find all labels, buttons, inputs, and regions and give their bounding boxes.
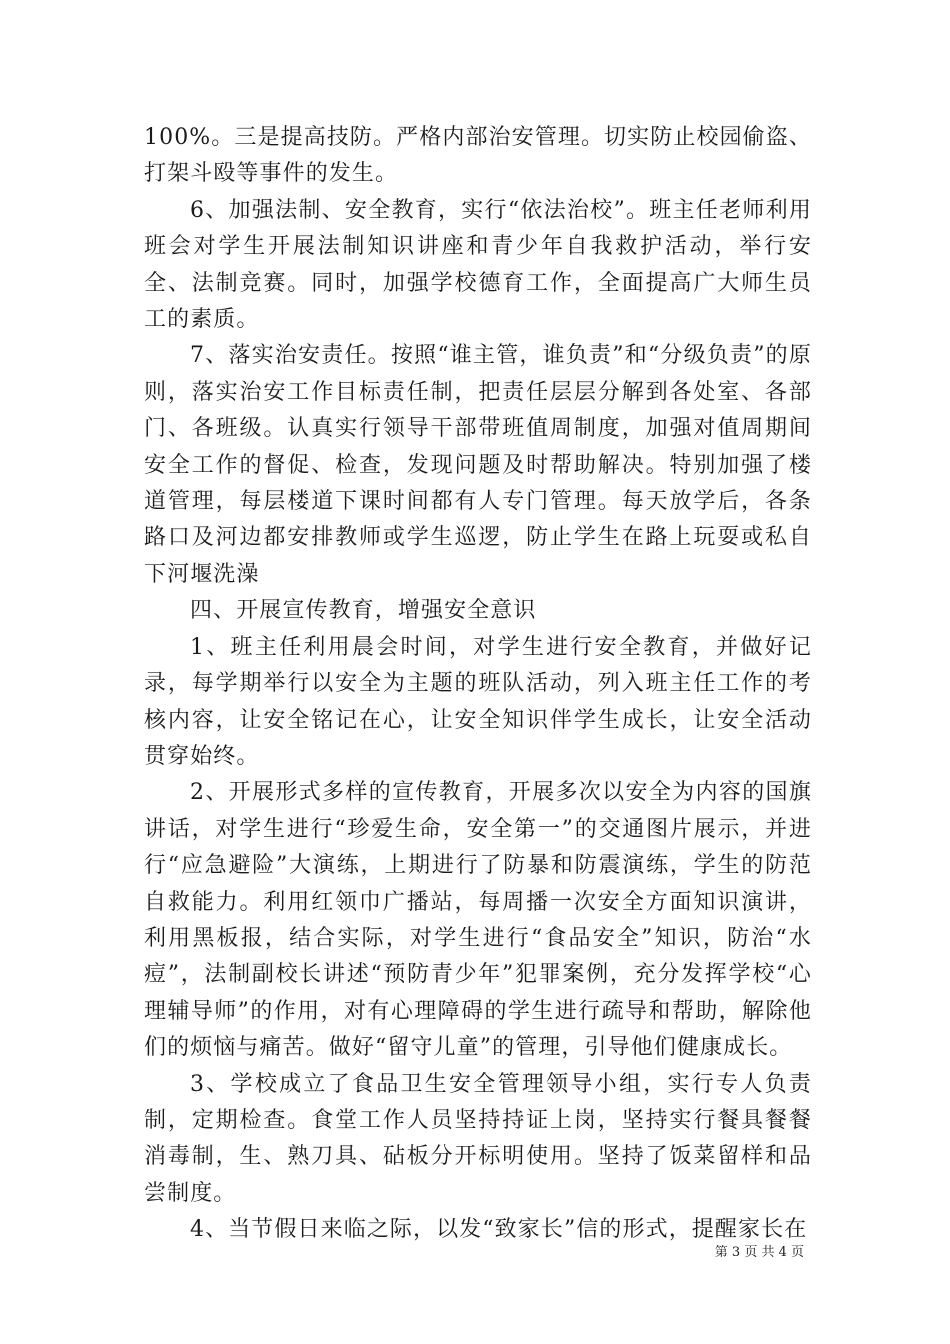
document-body [144, 120, 812, 1249]
paragraph-4: 1、班主任利用晨会时间，对学生进行安全教育，并做好记录，每学期举行以安全为主题的班队活动，列入班主任工作的考核内容，让安全铭记在心，让安全知识伴学生成长，让安全活动贯穿始终。 [144, 634, 812, 769]
paragraph-3: 7、落实治安责任。按照“谁主管，谁负责”和“分级负责”的原则，落实治安工作目标责任制，把责任层层分解到各处室、各部门、各班级。认真实行领导干部带班值周制度，加强对值周期间安全工作的督促、检查，发现问题及时帮助解决。特别加强了楼道管理，每层楼道下课时间都有人专门管理。每天放学后，各条路口及河边都安排教师或学生巡逻，防止学生在路上玩耍或私自下河堰洗澡 [144, 343, 812, 587]
paragraph-2: 6、加强法制、安全教育，实行“依法治校”。班主任老师利用班会对学生开展法制知识讲座和青少年自我救护活动，举行安全、法制竞赛。同时，加强学校德育工作，全面提高广大师生员工的素质。 [144, 197, 812, 333]
paragraph-5: 2、开展形式多样的宣传教育，开展多次以安全为内容的国旗讲话，对学生进行“珍爱生命，安全第一”的交通图片展示，并进行“应急避险”大演练，上期进行了防暴和防震演练，学生的防范自救能力。利用红领巾广播站，每周播一次安全方面知识演讲，利用黑板报，结合实际，对学生进行“食品安全”知识，防治“水痘”，法制副校长讲述“预防青少年”犯罪案例，充分发挥学校“心理辅导师”的作用，对有心理障碍的学生进行疏导和帮助，解除他们的烦恼与痛苦。做好“留守儿童”的管理，引导他们健康成长。 [144, 780, 812, 1061]
page-number-footer: 第 3 页 共 4 页 [714, 1245, 804, 1260]
paragraph-7: 4、当节假日来临之际，以发“致家长”信的形式，提醒家长在 [190, 1217, 808, 1243]
section-heading: 四、开展宣传教育，增强安全意识 [190, 598, 537, 624]
paragraph-1: 100%。三是提高技防。严格内部治安管理。切实防止校园偷盗、打架斗殴等事件的发生。 [144, 125, 812, 187]
paragraph-6: 3、学校成立了食品卫生安全管理领导小组，实行专人负责制，定期检查。食堂工作人员坚持持证上岗，坚持实行餐具餐餐消毒制，生、熟刀具、砧板分开标明使用。坚持了饭菜留样和品尝制度。 [144, 1071, 812, 1206]
